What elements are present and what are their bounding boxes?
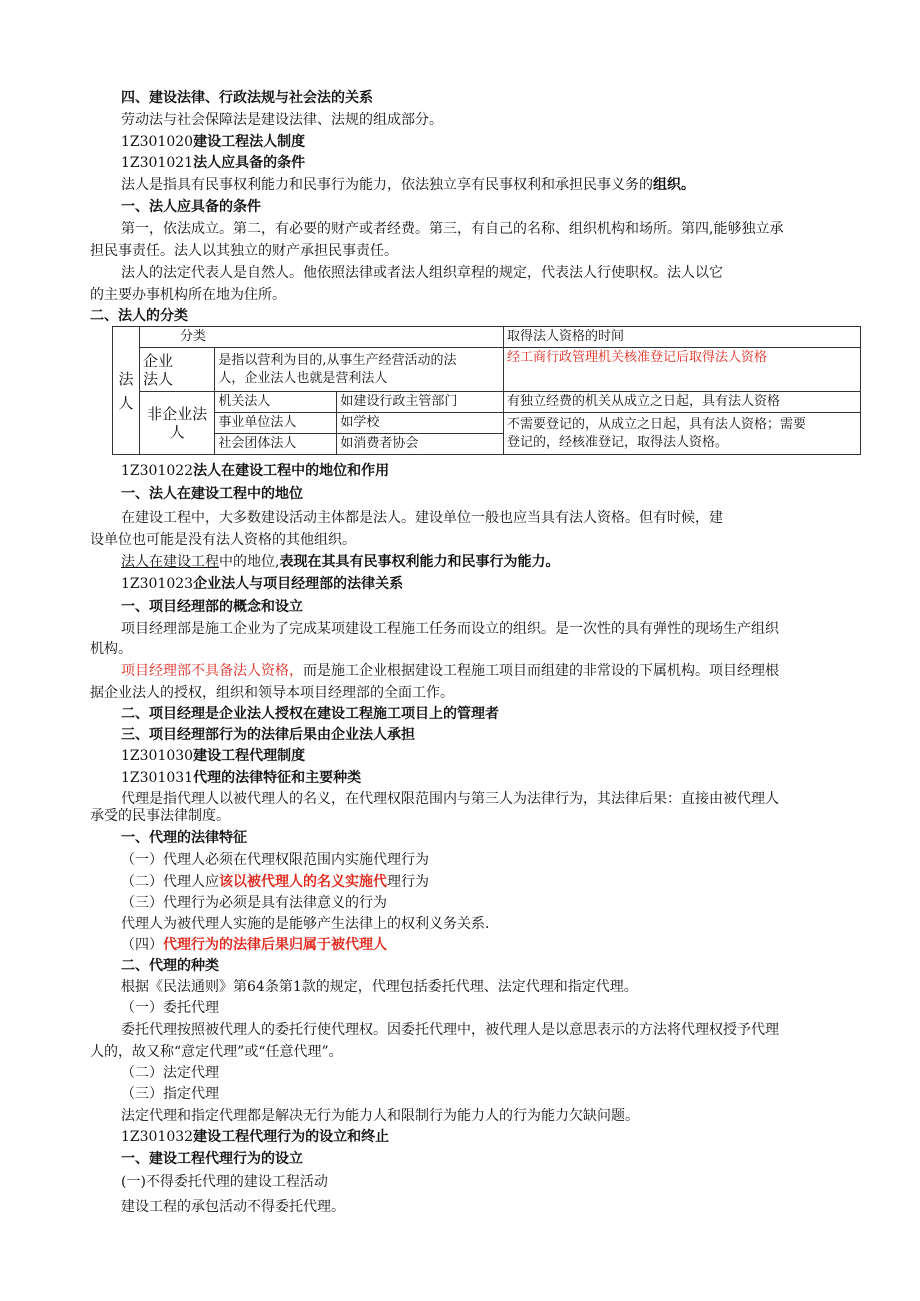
types-note: 法定代理和指定代理都是解决无行为能力人和限制行为能力人的行为能力欠缺问题。 xyxy=(121,1108,639,1124)
other-time-cell xyxy=(504,413,861,455)
header-category: 分类 xyxy=(140,327,504,348)
section-title: 代理的法律特征和主要种类 xyxy=(193,770,362,786)
project-dept-heading: 一、项目经理部的概念和设立 xyxy=(121,599,303,615)
type-2: （二）法定代理 xyxy=(121,1065,219,1081)
types-heading: 二、代理的种类 xyxy=(121,958,219,974)
table-row-type: 机关法人 xyxy=(215,392,337,413)
table-row-type: 社会团体法人 xyxy=(215,434,337,455)
normal-text: （四） xyxy=(121,937,163,953)
s021-heading xyxy=(121,153,305,173)
types-intro: 根据《民法通则》第64条第1款的规定，代理包括委托代理、法定代理和指定代理。 xyxy=(121,979,638,995)
enterprise-desc-line1: 是指以营利为目的,从事生产经营活动的法 xyxy=(218,352,457,368)
gov-time-cell: 有独立经费的机关从成立之日起，具有法人资格 xyxy=(504,392,861,413)
conditions-heading: 一、法人应具备的条件 xyxy=(121,199,261,215)
features-heading: 一、代理的法律特征 xyxy=(121,830,247,846)
legal-person-classification-table xyxy=(112,326,861,455)
normal-text: （二）代理人应 xyxy=(121,874,219,890)
legal-person-definition xyxy=(121,175,695,195)
section-title: 建设工程代理行为的设立和终止 xyxy=(193,1129,390,1145)
red-text: 该以被代理人的名义实施代 xyxy=(219,874,387,890)
red-text: 项目经理部不具备法人资格， xyxy=(121,663,303,679)
bold-text: 表现在其具有民事权利能力和民事行为能力。 xyxy=(279,554,560,570)
feature-3: （三）代理行为必须是具有法律意义的行为 xyxy=(121,895,387,911)
section-code: 1Z301032 xyxy=(121,1129,194,1145)
representative-line-1: 法人的法定代表人是自然人。他依照法律或者法人组织章程的规定，代表法人行使职权。法人以它 xyxy=(121,265,723,281)
section4-heading: 四、建设法律、行政法规与社会法的关系 xyxy=(121,90,373,106)
underlined-text: 法人在建设工程 xyxy=(121,554,219,570)
type-3: （三）指定代理 xyxy=(121,1086,219,1102)
manager-heading: 二、项目经理是企业法人授权在建设工程施工项目上的管理者 xyxy=(121,706,499,722)
project-dept-p1-line2: 机构。 xyxy=(90,641,132,657)
section4-text: 劳动法与社会保障法是建设法律、法规的组成部分。 xyxy=(121,112,443,128)
section-code: 1Z301021 xyxy=(121,155,194,171)
non-enterprise-label: 非企业法人 xyxy=(147,405,208,441)
establish-sub1: (一)不得委托代理的建设工程活动 xyxy=(121,1174,328,1190)
other-time-line2: 登记的，经核准登记，取得法人资格。 xyxy=(507,434,729,450)
section-title: 建设工程法人制度 xyxy=(193,134,306,150)
enterprise-cell xyxy=(140,348,215,392)
section-code: 1Z301031 xyxy=(121,770,194,786)
feature-3-note: 代理人为被代理人实施的是能够产生法律上的权利义务关系. xyxy=(121,916,490,932)
table-root-cell xyxy=(113,327,140,455)
s032-heading xyxy=(121,1127,389,1147)
status-p2 xyxy=(121,552,559,572)
normal-text: 理行为 xyxy=(387,874,429,890)
section-title: 法人在建设工程中的地位和作用 xyxy=(193,463,390,479)
header-time: 取得法人资格的时间 xyxy=(504,327,861,348)
classification-heading: 二、法人的分类 xyxy=(90,308,188,324)
project-dept-p2-line2: 据企业法人的授权，组织和领导本项目经理部的全面工作。 xyxy=(90,685,454,701)
normal-text: 中的地位, xyxy=(219,554,280,570)
conditions-line-1: 第一，依法成立。第二，有必要的财产或者经费。第三，有自己的名称、组织机构和场所。第四,能够独立承 xyxy=(121,221,784,237)
section-title: 法人应具备的条件 xyxy=(193,155,306,171)
feature-4 xyxy=(121,935,387,955)
enterprise-label: 企业法人 xyxy=(143,351,174,388)
type-1-line2: 人的，故又称“意定代理”或“任意代理”。 xyxy=(90,1044,343,1060)
s030-heading xyxy=(121,746,305,766)
status-p1-line2: 设单位也可能是没有法人资格的其他组织。 xyxy=(90,532,356,548)
enterprise-time-cell: 经工商行政管理机关核准登记后取得法人资格 xyxy=(504,348,861,392)
feature-1: （一）代理人必须在代理权限范围内实施代理行为 xyxy=(121,852,429,868)
enterprise-desc-cell xyxy=(215,348,504,392)
status-p1-line1: 在建设工程中，大多数建设活动主体都是法人。建设单位一般也应当具有法人资格。但有时候，建 xyxy=(121,510,723,526)
status-heading: 一、法人在建设工程中的地位 xyxy=(121,486,303,502)
definition-text: 法人是指具有民事权利能力和民事行为能力，依法独立享有民事权利和承担民事义务的 xyxy=(121,177,653,193)
red-text: 代理行为的法律后果归属于被代理人 xyxy=(163,937,387,953)
section-code: 1Z301030 xyxy=(121,748,194,764)
type-1-line1: 委托代理按照被代理人的委托行使代理权。因委托代理中，被代理人是以意思表示的方法将代理权授予代理 xyxy=(121,1022,779,1038)
table-row-type: 事业单位法人 xyxy=(215,413,337,434)
type-1: （一）委托代理 xyxy=(121,1000,219,1016)
other-time-line1: 不需要登记的，从成立之日起，具有法人资格；需要 xyxy=(507,416,807,432)
representative-line-2: 的主要办事机构所在地为住所。 xyxy=(90,287,286,303)
feature-2 xyxy=(121,872,429,892)
conditions-line-2: 担民事责任。法人以其独立的财产承担民事责任。 xyxy=(90,243,398,259)
section-code: 1Z301022 xyxy=(121,463,194,479)
agency-def-line1: 代理是指代理人以被代理人的名义，在代理权限范围内与第三人为法律行为，其法律后果：直接由被代理人 xyxy=(121,791,779,807)
definition-bold: 组织。 xyxy=(653,177,695,193)
s020-heading xyxy=(121,132,305,152)
project-dept-p2-line1 xyxy=(121,661,779,681)
table-row-example: 如消费者协会 xyxy=(337,434,504,455)
s031-heading xyxy=(121,768,361,788)
s022-heading xyxy=(121,461,389,481)
section-code: 1Z301020 xyxy=(121,134,194,150)
s023-heading xyxy=(121,574,403,594)
agency-def-line2: 承受的民事法律制度。 xyxy=(90,808,230,824)
project-dept-p1-line1: 项目经理部是施工企业为了完成某项建设工程施工任务而设立的组织。是一次性的具有弹性的现场生产组织 xyxy=(121,621,779,637)
section-title: 建设工程代理制度 xyxy=(193,748,306,764)
normal-text: 而是施工企业根据建设工程施工项目而组建的非常设的下属机构。项目经理根 xyxy=(303,663,779,679)
section-title: 企业法人与项目经理部的法律关系 xyxy=(193,576,404,592)
establish-heading: 一、建设工程代理行为的设立 xyxy=(121,1151,303,1167)
consequence-heading: 三、项目经理部行为的法律后果由企业法人承担 xyxy=(121,727,415,743)
non-enterprise-cell xyxy=(140,392,215,455)
establish-sub1-text: 建设工程的承包活动不得委托代理。 xyxy=(121,1199,345,1215)
enterprise-desc-line2: 人，企业法人也就是营利法人 xyxy=(218,370,388,386)
table-row-example: 如学校 xyxy=(337,413,504,434)
table-row-example: 如建设行政主管部门 xyxy=(337,392,504,413)
section-code: 1Z301023 xyxy=(121,576,194,592)
root-label: 法人 xyxy=(118,369,134,412)
